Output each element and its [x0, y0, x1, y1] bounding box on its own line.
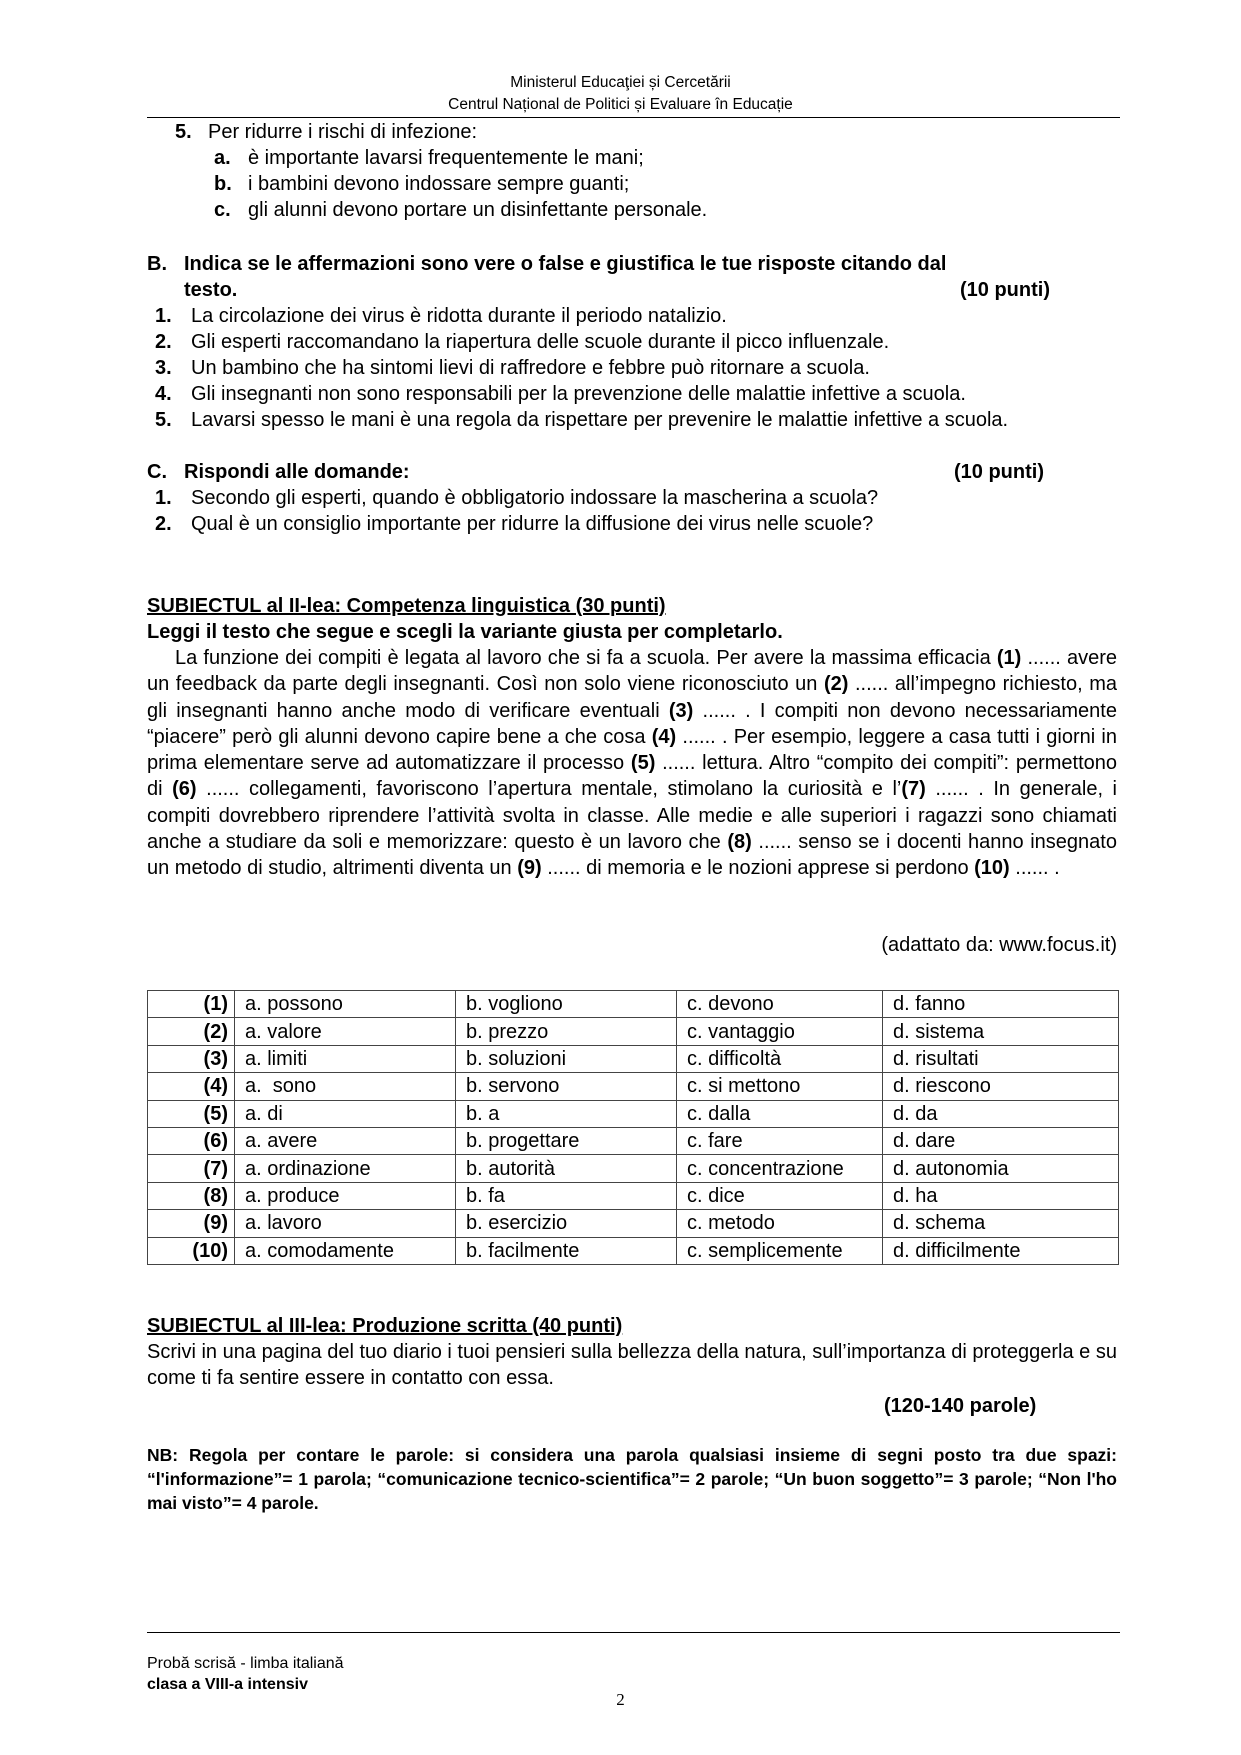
source-citation: (adattato da: www.focus.it)	[881, 934, 1117, 956]
footer-divider	[147, 1632, 1120, 1633]
section-b-title-cont: testo.	[184, 279, 238, 301]
section-c-title: C. Rispondi alle domande:	[147, 461, 410, 483]
word-count: (120-140 parole)	[884, 1395, 1037, 1417]
header-divider	[147, 117, 1120, 118]
option-a: a. è importante lavarsi frequentemente le mani;	[214, 147, 644, 169]
question-a5	[175, 119, 477, 145]
subject-2-instruction: Leggi il testo che segue e scegli la variante giusta per completarlo.	[147, 621, 783, 643]
header-center: Centrul Național de Politici și Evaluare în Educație	[448, 96, 793, 113]
table-row: (6) a. avere b. progettare c. fare d. dare	[148, 1127, 1119, 1154]
statement-5: 5. Lavarsi spesso le mani è una regola da rispettare per prevenire le malattie infettive a scuola.	[155, 409, 1009, 431]
table-row: (1) a. possono b. vogliono c. devono d. fanno	[148, 991, 1119, 1018]
section-b-title: B. Indica se le affermazioni sono vere o false e giustifica le tue risposte citando dal	[147, 253, 947, 275]
footer-class: clasa a VIII-a intensiv	[147, 1676, 308, 1693]
section-c-points: (10 punti)	[954, 461, 1044, 483]
footer-exam: Probă scrisă - limba italiană	[147, 1655, 344, 1672]
question-c1: 1. Secondo gli esperti, quando è obbligatorio indossare la mascherina a scuola?	[155, 487, 879, 509]
subject-2-title: SUBIECTUL al II-lea: Competenza linguistica (30 punti)	[147, 595, 666, 617]
table-row: (10) a. comodamente b. facilmente c. semplicemente d. difficilmente	[148, 1237, 1119, 1264]
section-b-points: (10 punti)	[960, 279, 1050, 301]
nb-note: NB: Regola per contare le parole: si considera una parola qualsiasi insieme di segni posto tra due spazi: “l'informazione”= 1 parola; “comunicazione tecnico-scientifica”= 2 parole; “Un buon soggetto”= 3 parole; “Non l'ho mai visto”= 4 parole.	[147, 1445, 1117, 1513]
question-c2: 2. Qual è un consiglio importante per ridurre la diffusione dei virus nelle scuole?	[155, 513, 874, 535]
table-row: (3) a. limiti b. soluzioni c. difficoltà d. risultati	[148, 1045, 1119, 1072]
statement-3: 3. Un bambino che ha sintomi lievi di raffredore e febbre può ritornare a scuola.	[155, 357, 870, 379]
table-row: (9) a. lavoro b. esercizio c. metodo d. schema	[148, 1210, 1119, 1237]
option-c: c. gli alunni devono portare un disinfettante personale.	[214, 199, 708, 221]
table-row: (4) a. sono b. servono c. si mettono d. riescono	[148, 1073, 1119, 1100]
cloze-passage: La funzione dei compiti è legata al lavoro che si fa a scuola. Per avere la massima efficacia (1) ...... avere un feedback da parte degli insegnanti. Così non solo viene riconosciuto un (2) ...... all’impegno richiesto, ma gli insegnanti hanno anche modo di verificare eventuali (3) ...... . I compiti non devono necessariamente “piacere” però gli alunni devono capire bene a che cosa (4) ...... . Per esempio, leggere a casa tutti i giorni in prima elementare serve ad automatizzare il processo (5) ...... lettura. Altro “compito dei compiti”: permettono di (6) ...... collegamenti, favoriscono l’apertura mentale, stimolano la curiosità e l’(7) ...... . In generale, i compiti dovrebbero riprendere l’attività svolta in classe. Alle medie e alle superiori i ragazzi sono chiamati anche a studiare da soli e memorizzare: questo è un lavoro che (8) ...... senso se i docenti hanno insegnato un metodo di studio, altrimenti diventa un (9) ...... di memoria e le nozioni apprese si perdono (10) ...... .	[147, 647, 1118, 880]
table-row: (5) a. di b. a c. dalla d. da	[148, 1100, 1119, 1127]
statement-2: 2. Gli esperti raccomandano la riapertura delle scuole durante il picco influenzale.	[155, 331, 890, 353]
question-number: 5.	[175, 121, 192, 143]
page-number: 2	[616, 1690, 625, 1709]
option-b: b. i bambini devono indossare sempre guanti;	[214, 173, 630, 195]
subject-3-title: SUBIECTUL al III-lea: Produzione scritta (40 punti)	[147, 1315, 623, 1337]
options-table	[147, 990, 1119, 1265]
statement-4: 4. Gli insegnanti non sono responsabili per la prevenzione delle malattie infettive a scuola.	[155, 383, 966, 405]
header-ministry: Ministerul Educaţiei și Cercetării	[510, 74, 731, 91]
table-row: (7) a. ordinazione b. autorità c. concentrazione d. autonomia	[148, 1155, 1119, 1182]
writing-prompt: Scrivi in una pagina del tuo diario i tuoi pensieri sulla bellezza della natura, sull’importanza di proteggerla e su come ti fa sentire essere in contatto con essa.	[147, 1341, 1117, 1390]
table-row: (8) a. produce b. fa c. dice d. ha	[148, 1182, 1119, 1209]
question-text: Per ridurre i rischi di infezione:	[208, 121, 477, 143]
statement-1: 1. La circolazione dei virus è ridotta durante il periodo natalizio.	[155, 305, 727, 327]
table-row: (2) a. valore b. prezzo c. vantaggio d. sistema	[148, 1018, 1119, 1045]
